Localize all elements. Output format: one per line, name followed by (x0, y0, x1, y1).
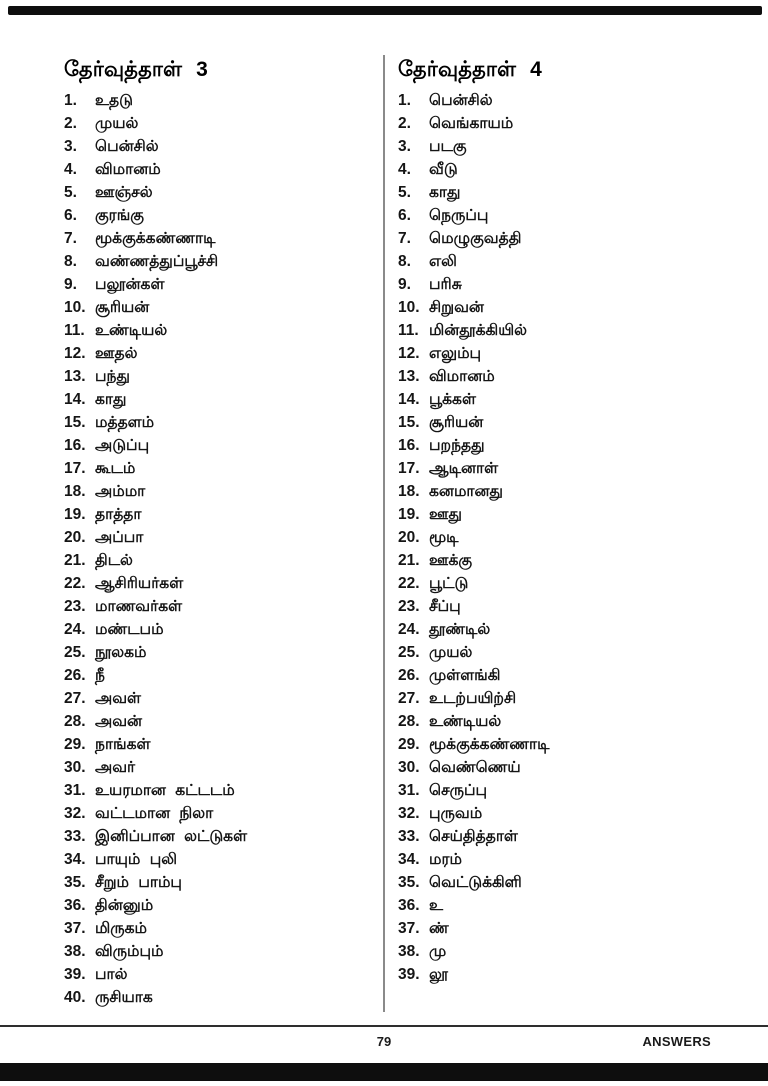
item-number: 26. (398, 667, 420, 684)
item-number: 28. (64, 713, 86, 730)
list-item (398, 667, 738, 690)
item-number: 27. (398, 690, 420, 707)
list-item (64, 759, 369, 782)
item-word: மிருகம் (95, 920, 148, 937)
list-item (64, 920, 369, 943)
list-item (398, 391, 738, 414)
item-number: 2. (64, 115, 77, 132)
item-number: 26. (64, 667, 86, 684)
list-item (398, 690, 738, 713)
item-number: 9. (64, 276, 77, 293)
item-number: 29. (64, 736, 86, 753)
item-word: பூட்டு (429, 575, 469, 592)
item-word: குரங்கு (95, 207, 144, 224)
item-number: 4. (64, 161, 77, 178)
item-number: 28. (398, 713, 420, 730)
item-number: 11. (398, 322, 419, 339)
list-item (398, 713, 738, 736)
item-number: 10. (64, 299, 86, 316)
item-word: சூரியன் (95, 299, 150, 316)
column-title-number: 3 (196, 58, 209, 81)
item-word: மாணவர்கள் (95, 598, 183, 615)
item-number: 10. (398, 299, 420, 316)
item-word: வெட்டுக்கிளி (429, 874, 522, 891)
item-word: முயல் (95, 115, 139, 132)
item-number: 19. (64, 506, 86, 523)
item-word: தாத்தா (95, 506, 142, 523)
item-number: 16. (398, 437, 420, 454)
item-word: அம்மா (95, 483, 146, 500)
column-title-4 (398, 58, 738, 82)
item-word: மண்டபம் (95, 621, 164, 638)
item-number: 21. (64, 552, 86, 569)
item-word: அப்பா (95, 529, 144, 546)
item-word: பூக்கள் (429, 391, 476, 408)
item-number: 35. (398, 874, 420, 891)
item-number: 25. (64, 644, 86, 661)
item-number: 6. (398, 207, 411, 224)
item-number: 1. (398, 92, 411, 109)
list-item (64, 161, 369, 184)
list-item (64, 736, 369, 759)
item-number: 24. (398, 621, 420, 638)
column-test-4 (398, 58, 738, 989)
item-word: ஊஞ்சல் (95, 184, 153, 201)
list-item (64, 138, 369, 161)
item-word: பந்து (95, 368, 130, 385)
item-word: நீ (95, 667, 105, 684)
item-word: முயல் (429, 644, 473, 661)
list-item (64, 828, 369, 851)
list-item (64, 92, 369, 115)
item-number: 2. (398, 115, 411, 132)
item-word: உண்டியல் (95, 322, 168, 339)
item-number: 3. (64, 138, 77, 155)
item-word: நூலகம் (95, 644, 147, 661)
item-number: 7. (398, 230, 411, 247)
list-item (398, 644, 738, 667)
item-word: ஊதல் (95, 345, 138, 362)
list-item (398, 966, 738, 989)
list-item (398, 759, 738, 782)
list-item (64, 874, 369, 897)
list-item (398, 920, 738, 943)
column-title-text: தேர்வுத்தாள் (64, 58, 183, 81)
item-word: மெழுகுவத்தி (429, 230, 522, 247)
item-word: உ (429, 897, 444, 914)
item-number: 37. (64, 920, 86, 937)
item-word: திடல் (95, 552, 133, 569)
list-item (64, 943, 369, 966)
list-item (398, 851, 738, 874)
list-item (64, 207, 369, 230)
list-item (64, 989, 369, 1012)
item-word: வீடு (429, 161, 458, 178)
list-item (64, 598, 369, 621)
list-item (398, 345, 738, 368)
item-number: 37. (398, 920, 420, 937)
column-test-3 (64, 58, 369, 1012)
list-item (398, 529, 738, 552)
footer-rule (0, 1025, 768, 1027)
item-number: 32. (398, 805, 420, 822)
item-number: 38. (64, 943, 86, 960)
list-item (64, 644, 369, 667)
list-item (64, 115, 369, 138)
item-number: 5. (398, 184, 411, 201)
column-title-number: 4 (530, 58, 543, 81)
item-word: சிறுவன் (429, 299, 484, 316)
item-number: 16. (64, 437, 86, 454)
item-number: 33. (398, 828, 420, 845)
list-item (398, 184, 738, 207)
item-word: பென்சில் (95, 138, 159, 155)
item-word: மூக்குக்கண்ணாடி (429, 736, 550, 753)
item-word: மத்தளம் (95, 414, 155, 431)
item-number: 13. (398, 368, 420, 385)
item-number: 15. (64, 414, 86, 431)
list-item (398, 368, 738, 391)
list-item (398, 92, 738, 115)
item-number: 22. (398, 575, 420, 592)
item-word: கனமானது (429, 483, 503, 500)
item-word: மு (429, 943, 447, 960)
item-number: 31. (398, 782, 420, 799)
item-word: தூண்டில் (429, 621, 491, 638)
item-number: 8. (64, 253, 77, 270)
list-item (64, 621, 369, 644)
item-number: 34. (398, 851, 420, 868)
item-number: 31. (64, 782, 86, 799)
item-number: 23. (398, 598, 420, 615)
list-item (64, 276, 369, 299)
item-word: ஊது (429, 506, 462, 523)
list-item (398, 506, 738, 529)
item-word: உடற்பயிற்சி (429, 690, 517, 707)
list-item (64, 529, 369, 552)
item-number: 14. (398, 391, 420, 408)
list-item (64, 552, 369, 575)
list-item (398, 322, 738, 345)
list-item (64, 667, 369, 690)
item-word: நாங்கள் (95, 736, 151, 753)
item-word: விமானம் (429, 368, 495, 385)
item-word: சீப்பு (429, 598, 461, 615)
list-item (398, 805, 738, 828)
item-number: 27. (64, 690, 86, 707)
list-item (64, 345, 369, 368)
item-word: செய்தித்தாள் (429, 828, 518, 845)
item-word: புருவம் (429, 805, 483, 822)
answers-label: ANSWERS (642, 1034, 711, 1049)
item-word: பரிசு (429, 276, 462, 293)
item-word: அவள் (95, 690, 142, 707)
item-word: மூக்குக்கண்ணாடி (95, 230, 216, 247)
list-item (64, 483, 369, 506)
item-number: 6. (64, 207, 77, 224)
list-item (64, 851, 369, 874)
item-word: வெங்காயம் (429, 115, 514, 132)
item-word: ருசியாக (95, 989, 153, 1006)
item-number: 20. (64, 529, 86, 546)
list-item (398, 138, 738, 161)
list-item (64, 230, 369, 253)
item-word: பலூன்கள் (95, 276, 165, 293)
item-word: இனிப்பான லட்டுகள் (95, 828, 248, 845)
list-item (398, 874, 738, 897)
item-word: ண் (429, 920, 449, 937)
item-number: 34. (64, 851, 86, 868)
item-word: உதடு (95, 92, 133, 109)
item-word: வெண்ணெய் (429, 759, 521, 776)
list-item (398, 253, 738, 276)
item-number: 14. (64, 391, 86, 408)
list-item (398, 828, 738, 851)
item-word: வண்ணத்துப்பூச்சி (95, 253, 219, 270)
list-item (398, 782, 738, 805)
list-item (398, 276, 738, 299)
item-number: 36. (64, 897, 86, 914)
list-item (64, 575, 369, 598)
list-item (64, 437, 369, 460)
bottom-edge-bar (0, 1063, 768, 1081)
item-word: எலி (429, 253, 457, 270)
item-number: 24. (64, 621, 86, 638)
item-number: 9. (398, 276, 411, 293)
item-number: 18. (64, 483, 86, 500)
item-word: நெருப்பு (429, 207, 489, 224)
item-number: 13. (64, 368, 86, 385)
list-item (398, 598, 738, 621)
list-item (64, 322, 369, 345)
item-number: 38. (398, 943, 420, 960)
item-number: 30. (64, 759, 86, 776)
item-number: 19. (398, 506, 420, 523)
item-word: லூ (429, 966, 448, 983)
item-word: ஊக்கு (429, 552, 473, 569)
item-number: 12. (64, 345, 86, 362)
list-item (64, 460, 369, 483)
item-word: எலும்பு (429, 345, 482, 362)
item-word: அவன் (95, 713, 143, 730)
list-item (64, 184, 369, 207)
item-word: அவர் (95, 759, 136, 776)
list-item (64, 690, 369, 713)
item-word: காது (429, 184, 461, 201)
item-number: 33. (64, 828, 86, 845)
list-item (398, 207, 738, 230)
item-number: 32. (64, 805, 86, 822)
list-item (398, 414, 738, 437)
item-number: 7. (64, 230, 77, 247)
item-word: மின்தூக்கியில் (429, 322, 528, 339)
item-word: வட்டமான நிலா (95, 805, 214, 822)
item-number: 36. (398, 897, 420, 914)
list-item (398, 161, 738, 184)
item-number: 40. (64, 989, 86, 1006)
item-word: ஆடினாள் (429, 460, 499, 477)
top-edge-bar (8, 6, 762, 15)
item-word: முள்ளங்கி (429, 667, 501, 684)
list-item (64, 782, 369, 805)
column-divider (383, 55, 385, 1012)
item-number: 18. (398, 483, 420, 500)
item-word: பென்சில் (429, 92, 493, 109)
item-number: 3. (398, 138, 411, 155)
item-word: மரம் (429, 851, 462, 868)
answer-list-3 (64, 92, 369, 1012)
column-title-3 (64, 58, 369, 82)
list-item (398, 115, 738, 138)
list-item (64, 897, 369, 920)
item-word: சூரியன் (429, 414, 484, 431)
item-number: 30. (398, 759, 420, 776)
item-number: 17. (398, 460, 420, 477)
item-number: 5. (64, 184, 77, 201)
list-item (398, 483, 738, 506)
item-number: 12. (398, 345, 420, 362)
list-item (64, 713, 369, 736)
list-item (398, 299, 738, 322)
item-word: படகு (429, 138, 467, 155)
list-item (398, 736, 738, 759)
list-item (64, 506, 369, 529)
list-item (398, 437, 738, 460)
column-title-text: தேர்வுத்தாள் (398, 58, 517, 81)
list-item (64, 391, 369, 414)
item-word: செருப்பு (429, 782, 488, 799)
list-item (398, 230, 738, 253)
answer-list-4 (398, 92, 738, 989)
item-number: 11. (64, 322, 85, 339)
item-number: 8. (398, 253, 411, 270)
item-number: 21. (398, 552, 420, 569)
item-number: 17. (64, 460, 86, 477)
list-item (398, 943, 738, 966)
item-word: ஆசிரியர்கள் (95, 575, 184, 592)
list-item (64, 966, 369, 989)
item-word: பறந்தது (429, 437, 485, 454)
list-item (398, 621, 738, 644)
item-number: 22. (64, 575, 86, 592)
item-word: விரும்பும் (95, 943, 164, 960)
item-number: 1. (64, 92, 77, 109)
item-word: பாயும் புலி (95, 851, 178, 868)
item-number: 15. (398, 414, 420, 431)
item-word: கூடம் (95, 460, 136, 477)
item-word: பால் (95, 966, 128, 983)
item-word: உண்டியல் (429, 713, 502, 730)
item-word: விமானம் (95, 161, 161, 178)
item-number: 4. (398, 161, 411, 178)
list-item (398, 575, 738, 598)
item-word: உயரமான கட்டடம் (95, 782, 235, 799)
item-number: 39. (64, 966, 86, 983)
list-item (398, 552, 738, 575)
item-word: அடுப்பு (95, 437, 150, 454)
list-item (64, 299, 369, 322)
item-number: 29. (398, 736, 420, 753)
item-number: 39. (398, 966, 420, 983)
list-item (64, 805, 369, 828)
item-number: 23. (64, 598, 86, 615)
list-item (64, 368, 369, 391)
item-word: சீறும் பாம்பு (95, 874, 182, 891)
list-item (398, 897, 738, 920)
list-item (64, 253, 369, 276)
item-number: 20. (398, 529, 420, 546)
list-item (64, 414, 369, 437)
item-number: 25. (398, 644, 420, 661)
item-word: காது (95, 391, 127, 408)
item-word: தின்னும் (95, 897, 154, 914)
list-item (398, 460, 738, 483)
item-word: மூடி (429, 529, 459, 546)
item-number: 35. (64, 874, 86, 891)
page-number: 79 (376, 1034, 392, 1049)
